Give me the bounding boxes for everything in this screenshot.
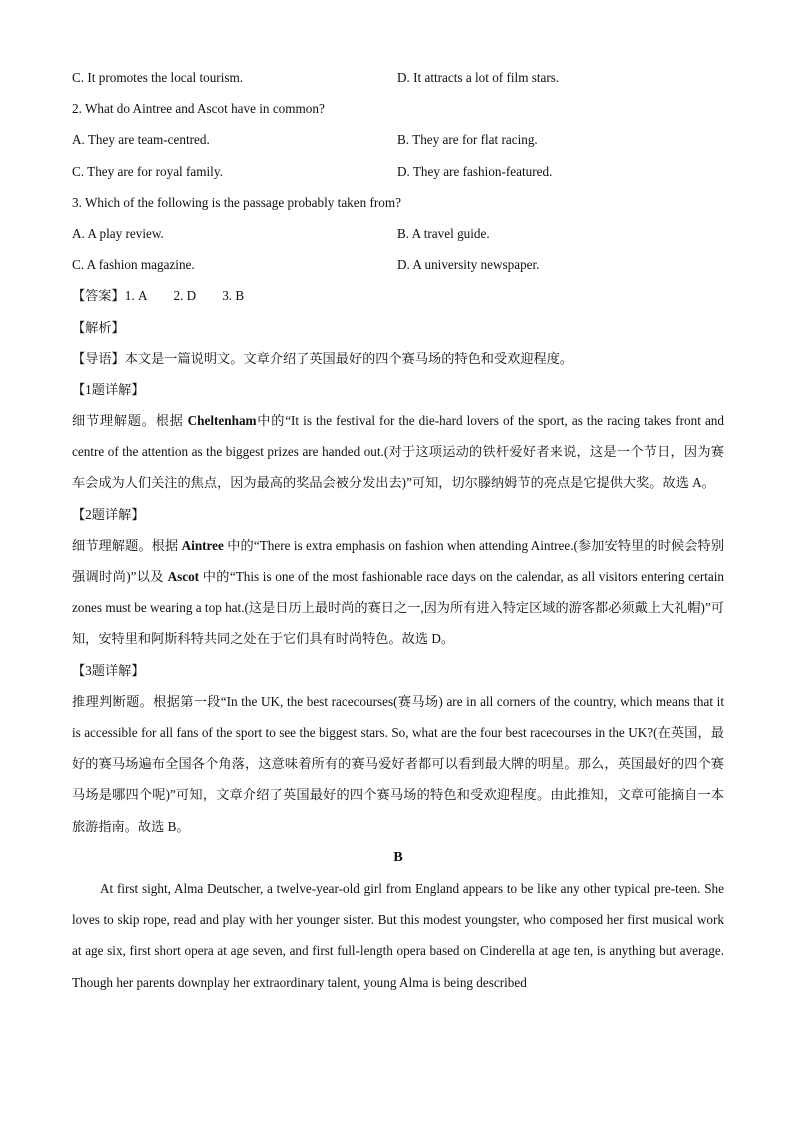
answer-item: 1. A <box>124 288 148 304</box>
detail3-text: 推理判断题。根据第一段“In the UK, the best racecourses(赛马场) are in all corners of the country, which means that it is accessible for all fans of the sport to see the biggest stars. So, what are the four best racecourses in the UK?(在英国，最好的赛马场遍布全国各个角落，这意味着所有的赛马爱好者都可以看到最大牌的明星。那么，英国最好的四个赛马场是哪四个呢)”可知，文章介绍了英国最好的四个赛马场的特色和受欢迎程度。由此推知，文章可能摘自一本旅游指南。故选 B。 <box>72 693 724 834</box>
q2-stem: 2. What do Aintree and Ascot have in common? <box>72 101 325 117</box>
detail1-text: 细节理解题。根据 Cheltenham中的“It is the festival for the die-hard lovers of the sport, as the racing takes front and centre of the attention as the biggest prizes are handed out.(对于这项运动的铁杆爱好者来说，这是一个节日，因为赛车会成为人们关注的焦点，因为最高的奖品会被分发出去)”可知，切尔滕纳姆节的亮点是它提供大奖。故选 A。 <box>72 413 724 491</box>
q1-options-cd <box>72 62 724 93</box>
answer-label: 【答案】 <box>72 288 125 304</box>
q3-option-d: D. A university newspaper. <box>397 257 540 273</box>
section-b-paragraph: At first sight, Alma Deutscher, a twelve-year-old girl from England appears to be like any other typical pre-teen. She loves to skip rope, read and play with her younger sister. But this modest youngster, who composed her first musical work at age six, first short opera at age seven, and first full-length opera based on Cinderella at age ten, is anything but average. Though her parents downplay her extraordinary talent, young Alma is being described <box>72 881 724 990</box>
detail3-heading: 【3题详解】 <box>72 662 145 678</box>
q3-option-c: C. A fashion magazine. <box>72 257 195 273</box>
q1-option-c: C. It promotes the local tourism. <box>72 70 244 85</box>
q3-stem: 3. Which of the following is the passage probably taken from? <box>72 194 401 210</box>
q2-option-c: C. They are for royal family. <box>72 163 223 179</box>
detail2-text: 细节理解题。根据 Aintree 中的“There is extra emphasis on fashion when attending Aintree.(参加安特里的时候会特别强调时尚)”以及 Ascot 中的“This is one of the most fashionable race days on the calendar, as all visitors entering certain zones must be wearing a top hat.(这是日历上最时尚的赛日之一,因为所有进入特定区域的游客都必须戴上大礼帽)”可知，安特里和阿斯科特共同之处在于它们具有时尚特色。故选 D。 <box>72 537 725 647</box>
analysis-label: 【解析】 <box>72 319 125 335</box>
answer-item: 3. B <box>222 288 245 304</box>
q2-option-a: A. They are team-centred. <box>72 132 210 148</box>
keyword-cheltenham: Cheltenham <box>187 413 257 429</box>
answer-line <box>72 280 724 311</box>
q3-option-b: B. A travel guide. <box>397 225 490 241</box>
q1-option-d: D. It attracts a lot of film stars. <box>397 70 560 85</box>
keyword-ascot: Ascot <box>167 569 200 585</box>
detail2-heading: 【2题详解】 <box>72 506 145 522</box>
detail1-heading: 【1题详解】 <box>72 381 145 397</box>
q3-options-ab <box>72 218 724 249</box>
q2-option-d: D. They are fashion-featured. <box>397 163 553 179</box>
q2-option-b: B. They are for flat racing. <box>397 132 538 148</box>
q3-option-a: A. A play review. <box>72 225 164 241</box>
document-page <box>72 62 724 998</box>
q2-options-cd <box>72 156 724 187</box>
guide-text: 【导语】本文是一篇说明文。文章介绍了英国最好的四个赛马场的特色和受欢迎程度。 <box>72 350 574 366</box>
section-b-title: B <box>393 849 403 865</box>
q3-options-cd <box>72 249 724 280</box>
answer-item: 2. D <box>173 288 197 304</box>
q2-options-ab <box>72 124 724 155</box>
keyword-aintree: Aintree <box>181 537 224 553</box>
